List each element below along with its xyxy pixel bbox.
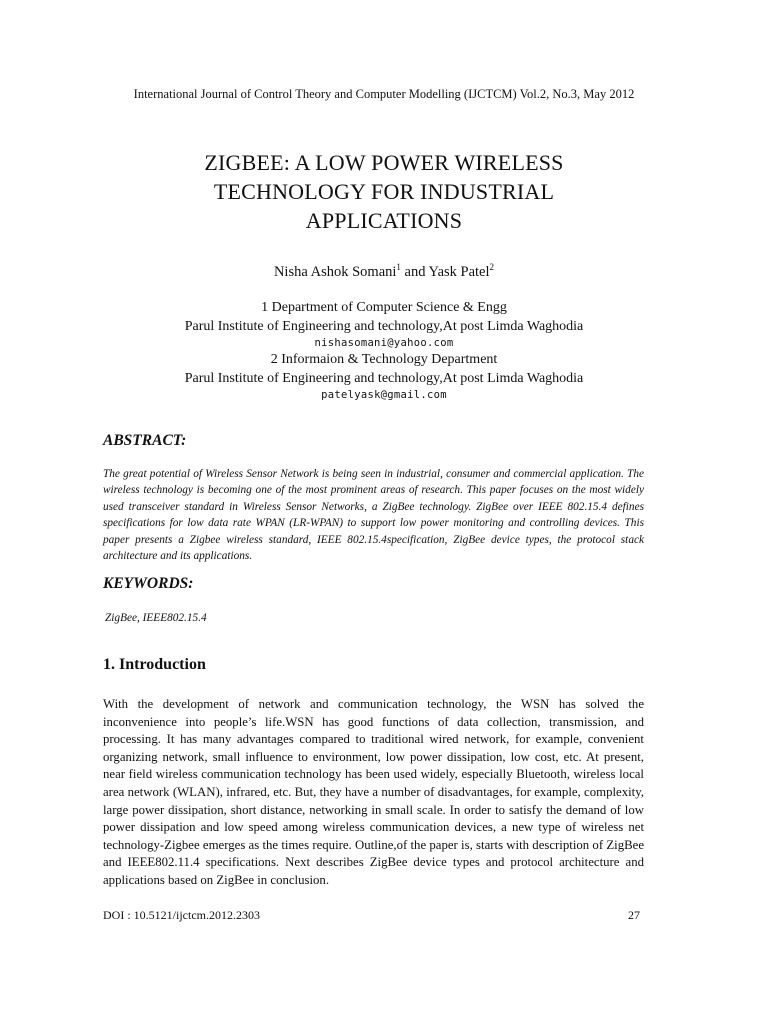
affiliation-2-email[interactable]: patelyask@gmail.com — [321, 389, 447, 401]
title-line-1: ZIGBEE: A LOW POWER WIRELESS — [204, 150, 564, 175]
journal-header: International Journal of Control Theory and Computer Modelling (IJCTCM) Vol.2, No.3, May 2012 — [133, 87, 635, 101]
affiliation-1-email[interactable]: nishasomani@yahoo.com — [314, 337, 454, 349]
affiliation-2-dept: 2 Informaion & Technology Department — [270, 352, 498, 367]
affiliation-1-dept: 1 Department of Computer Science & Engg — [261, 300, 507, 315]
author-1-sup: 1 — [396, 262, 401, 272]
paper-title — [0, 148, 768, 235]
keywords-heading: KEYWORDS: — [103, 575, 194, 592]
title-line-3: APPLICATIONS — [305, 208, 463, 233]
title-line-2: TECHNOLOGY FOR INDUSTRIAL — [213, 179, 555, 204]
abstract-text: The great potential of Wireless Sensor Network is being seen in industrial, consumer and commercial application. The wireless technology is becoming one of the most prominent areas of research. This paper focuses on the most widely used transceiver standard in Wireless Sensor Networks, a ZigBee technology. ZigBee over IEEE 802.15.4 defines specifications for low data rate WPAN (LR-WPAN) to support low power monitoring and controlling devices. This paper presents a Zigbee wireless standard, IEEE 802.15.4specification, ZigBee device types, the protocol stack architecture and its applications. — [103, 468, 644, 563]
affiliation-2-inst: Parul Institute of Engineering and technology,At post Limda Waghodia — [184, 371, 584, 386]
author-1: Nisha Ashok Somani — [273, 264, 397, 280]
affiliation-1-inst: Parul Institute of Engineering and technology,At post Limda Waghodia — [184, 319, 584, 334]
page-number: 27 — [628, 908, 640, 922]
footer-doi: DOI : 10.5121/ijctcm.2012.2303 — [103, 908, 260, 922]
introduction-heading: 1. Introduction — [103, 656, 206, 673]
authors-line — [0, 262, 768, 281]
author-2: and Yask Patel — [404, 264, 490, 280]
author-2-sup: 2 — [489, 262, 495, 272]
abstract-heading: ABSTRACT: — [103, 432, 187, 449]
keywords-text: ZigBee, IEEE802.15.4 — [105, 612, 207, 624]
introduction-text: With the development of network and communication technology, the WSN has solved the inconvenience into people’s life.WSN has good functions of data collection, transmission, and processing. It has many advantages compared to traditional wired network, for example, convenient organizing network, small influence to environment, low power dissipation, low cost, etc. At present, near field wireless communication technology has been used widely, especially Bluetooth, wireless local area network (WLAN), infrared, etc. But, they have a number of disadvantages, for example, complexity, large power dissipation, short distance, networking in small scale. In order to satisfy the demand of low power dissipation and low speed among wireless communication devices, a new type of wireless net technology-Zigbee emerges as the times require. Outline,of the paper is, starts with description of ZigBee and IEEE802.11.4 specifications. Next describes ZigBee device types and protocol architecture and applications based on ZigBee in conclusion. — [103, 697, 644, 887]
